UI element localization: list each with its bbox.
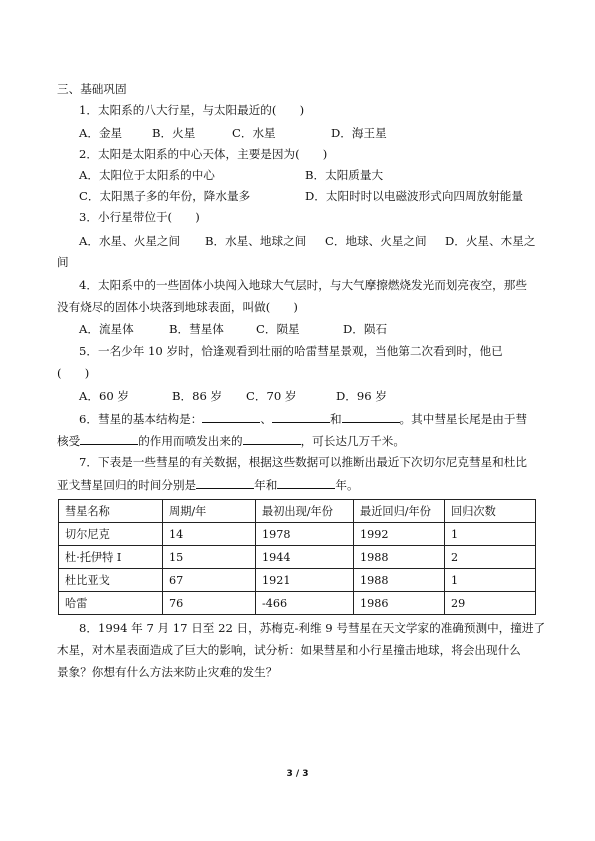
- q3-option-c[interactable]: C．地球、火星之间: [325, 234, 427, 248]
- q6-sep1: 、: [260, 412, 272, 426]
- q4-stem-line2: 没有烧尽的固体小块落到地球表面，叫做( ): [57, 300, 298, 314]
- q6-line1: [79, 411, 527, 426]
- q7-line2-b: 年和: [254, 478, 278, 492]
- table-cell: 1: [445, 523, 536, 546]
- table-cell: 29: [445, 592, 536, 615]
- q1-stem: 1．太阳系的八大行星，与太阳最近的( ): [79, 103, 305, 117]
- q5-option-a[interactable]: A．60 岁: [79, 389, 129, 403]
- table-cell: 切尔尼克: [59, 523, 163, 546]
- q7-line1: 7．下表是一些彗星的有关数据，根据这些数据可以推断出最近下次切尔尼克彗星和杜比: [79, 455, 527, 469]
- q5-option-c[interactable]: C．70 岁: [246, 389, 297, 403]
- q2-option-b[interactable]: B．太阳质量大: [305, 168, 384, 182]
- q7-line2-c: 年。: [335, 478, 359, 492]
- q3-option-d-wrap: 间: [57, 255, 69, 269]
- table-cell: 1992: [354, 523, 445, 546]
- q7-blank-2[interactable]: [277, 477, 335, 489]
- q8-line2: 木星，对木星表面造成了巨大的影响，试分析：如果彗星和小行星撞击地球，将会出现什么: [57, 643, 521, 657]
- q6-blank-3[interactable]: [342, 411, 400, 423]
- q6-blank-1[interactable]: [202, 411, 260, 423]
- q5-option-d[interactable]: D．96 岁: [336, 389, 387, 403]
- table-cell: 杜比亚戈: [59, 569, 163, 592]
- q2-option-c[interactable]: C．太阳黑子多的年份，降水量多: [79, 189, 251, 203]
- table-cell: -466: [256, 592, 354, 615]
- q1-options: [79, 126, 387, 140]
- q6-blank-2[interactable]: [272, 411, 330, 423]
- table-row: [59, 569, 536, 592]
- table-header-cell: 周期/年: [163, 500, 256, 523]
- q3-option-a[interactable]: A．水星、火星之间: [79, 234, 181, 248]
- q2-option-a[interactable]: A．太阳位于太阳系的中心: [79, 168, 215, 182]
- q1-option-a[interactable]: A．金星: [79, 126, 123, 140]
- q5-options: [79, 389, 387, 403]
- table-cell: 2: [445, 546, 536, 569]
- q2-options-row1: [79, 168, 383, 182]
- q2-option-d[interactable]: D．太阳时时以电磁波形式向四周放射能量: [305, 189, 523, 203]
- table-row: [59, 592, 536, 615]
- table-cell: 14: [163, 523, 256, 546]
- q5-stem-line1: 5．一名少年 10 岁时，恰逢观看到壮丽的哈雷彗星景观，当他第二次看到时，他已: [79, 344, 503, 358]
- q3-option-d[interactable]: D．火星、木星之: [445, 234, 536, 248]
- table-cell: 哈雷: [59, 592, 163, 615]
- table-header-row: [59, 500, 536, 523]
- table-cell: 15: [163, 546, 256, 569]
- q4-option-d[interactable]: D．陨石: [343, 322, 388, 336]
- table-header-cell: 最近回归/年份: [354, 500, 445, 523]
- table-cell: 1: [445, 569, 536, 592]
- q6-part2: 。其中彗星长尾是由于彗: [399, 412, 528, 426]
- q5-option-b[interactable]: B．86 岁: [172, 389, 223, 403]
- q6-line2-c: ，可长达几万千米。: [300, 434, 405, 448]
- q4-option-c[interactable]: C．陨星: [256, 322, 300, 336]
- table-header-cell: 彗星名称: [59, 500, 163, 523]
- table-cell: 76: [163, 592, 256, 615]
- q4-option-b[interactable]: B．彗星体: [169, 322, 224, 336]
- q2-stem: 2．太阳是太阳系的中心天体，主要是因为( ): [79, 147, 328, 161]
- q1-option-d[interactable]: D．海王星: [331, 126, 387, 140]
- q4-stem-line1: 4．太阳系中的一些固体小块闯入地球大气层时，与大气摩擦燃烧发光而划亮夜空，那些: [79, 278, 527, 292]
- table-row: [59, 523, 536, 546]
- q6-blank-4[interactable]: [80, 433, 138, 445]
- comet-data-table: [58, 499, 536, 615]
- q5-stem-line2: ( ): [57, 366, 90, 380]
- q6-line2: [57, 433, 405, 448]
- table-cell: 1921: [256, 569, 354, 592]
- q6-line2-b: 的作用而喷发出来的: [138, 434, 243, 448]
- q3-stem: 3．小行星带位于( ): [79, 210, 200, 224]
- table-cell: 1978: [256, 523, 354, 546]
- q3-option-b[interactable]: B．水星、地球之间: [205, 234, 307, 248]
- section-title: 三、基础巩固: [57, 82, 127, 96]
- q7-blank-1[interactable]: [196, 477, 254, 489]
- table-row: [59, 546, 536, 569]
- q7-line2-a: 亚戈彗星回归的时间分别是: [57, 478, 197, 492]
- q6-blank-5[interactable]: [243, 433, 301, 445]
- q6-part1: 6．彗星的基本结构是：: [79, 412, 203, 426]
- table-header-cell: 回归次数: [445, 500, 536, 523]
- q2-options-row2: [79, 189, 523, 203]
- table-cell: 1988: [354, 569, 445, 592]
- page-number: 3 / 3: [286, 769, 309, 779]
- q7-line2: [57, 477, 359, 492]
- q1-option-b[interactable]: B．火星: [152, 126, 196, 140]
- q6-sep2: 和: [329, 412, 342, 426]
- q8-line1: 8．1994 年 7 月 17 日至 22 日，苏梅克-利维 9 号彗星在天文学家的准确预测中，撞进了: [79, 621, 546, 635]
- table-header-cell: 最初出现/年份: [256, 500, 354, 523]
- table-cell: 1944: [256, 546, 354, 569]
- q3-options: [79, 234, 535, 248]
- q6-line2-a: 核受: [57, 434, 81, 448]
- table-cell: 67: [163, 569, 256, 592]
- table-cell: 1988: [354, 546, 445, 569]
- table-cell: 1986: [354, 592, 445, 615]
- q1-option-c[interactable]: C．水星: [232, 126, 276, 140]
- q4-options: [79, 322, 387, 336]
- table-cell: 杜·托伊特 I: [59, 546, 163, 569]
- q8-line3: 景象？你想有什么方法来防止灾难的发生？: [57, 665, 278, 679]
- q4-option-a[interactable]: A．流星体: [79, 322, 134, 336]
